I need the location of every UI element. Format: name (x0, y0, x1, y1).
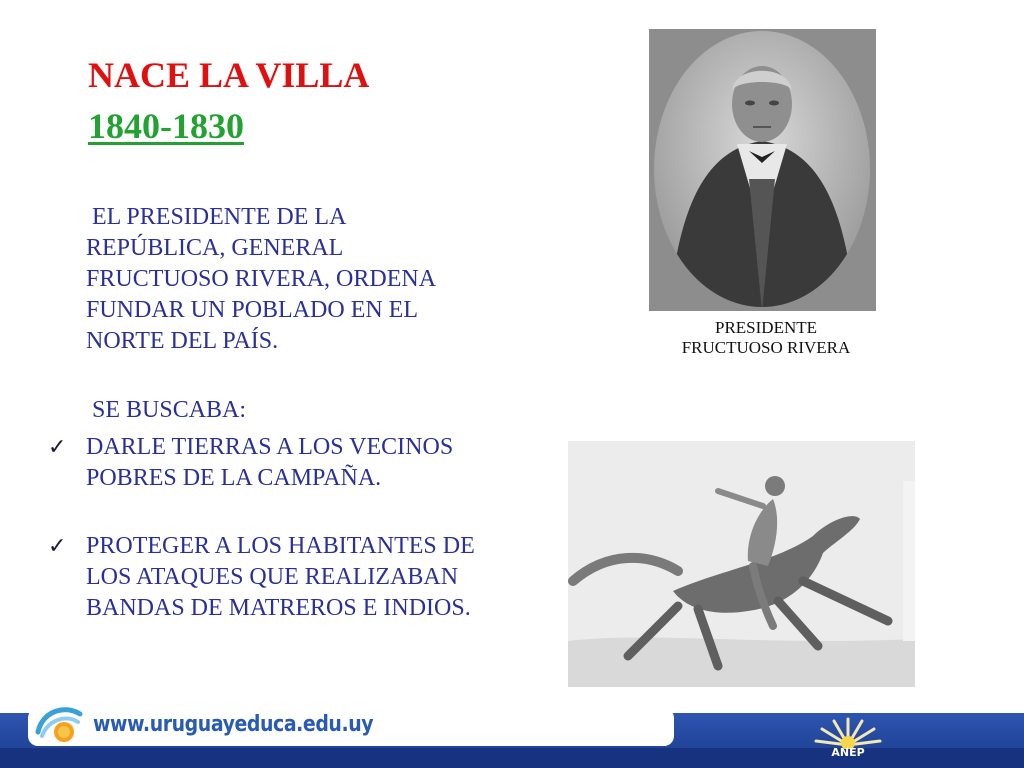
uruguayeduca-logo-icon (34, 702, 90, 751)
check-icon: ✓ (48, 534, 67, 559)
caption-line: FRUCTUOSO RIVERA (681, 338, 851, 357)
slide-title: NACE LA VILLA (88, 55, 370, 95)
bullet-text: DARLE TIERRAS A LOS VECINOS POBRES DE LA CAMPAÑA. (86, 434, 454, 491)
intro-paragraph: EL PRESIDENTE DE LA REPÚBLICA, GENERAL FRUCTUOSO RIVERA, ORDENA FUNDAR UN POBLADO EN EL NORTE DEL PAÍS. (86, 204, 435, 354)
anep-label: ANEP (831, 746, 865, 759)
check-icon: ✓ (48, 435, 67, 460)
horse-rider-illustration (568, 441, 915, 687)
caption-line: PRESIDENTE (715, 318, 817, 337)
slide-years: 1840-1830 (88, 106, 244, 146)
list-item (48, 432, 486, 494)
bullet-text: PROTEGER A LOS HABITANTES DE LOS ATAQUES QUE REALIZABAN BANDAS DE MATREROS E INDIOS. (86, 533, 475, 621)
seek-label: SE BUSCABA: (92, 397, 247, 423)
site-url[interactable]: www.uruguayeduca.edu.uy (93, 712, 374, 737)
portrait-caption (650, 318, 882, 358)
list-item (48, 531, 486, 624)
portrait-photo (649, 29, 876, 311)
